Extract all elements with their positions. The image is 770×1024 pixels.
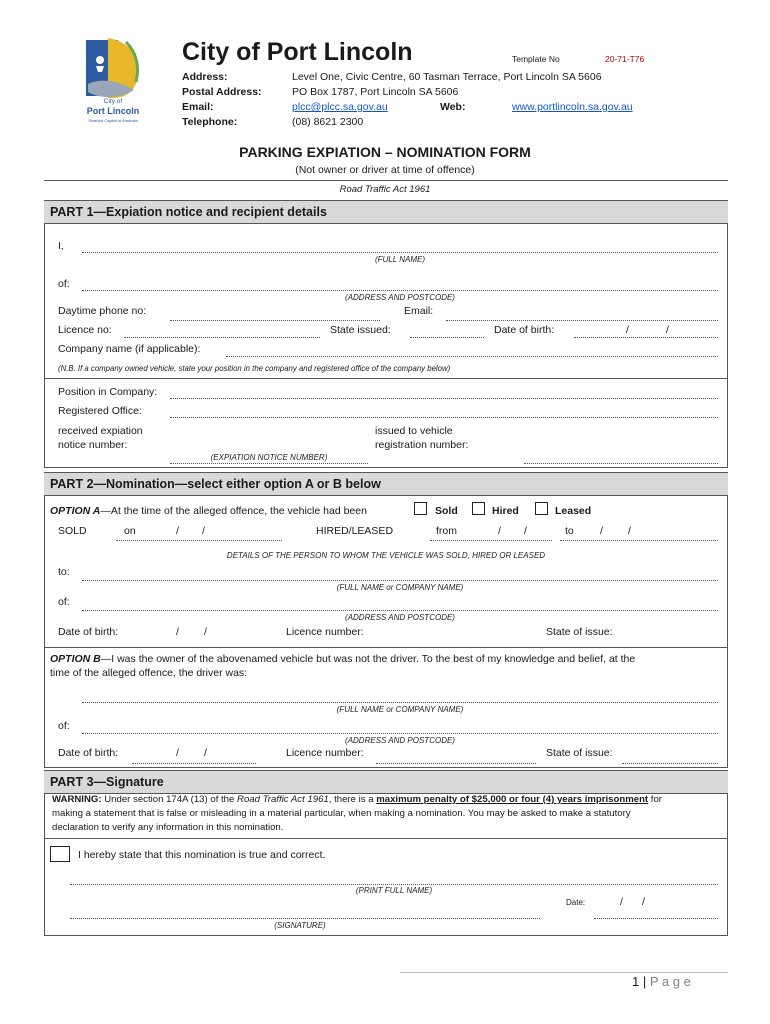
address-input[interactable]: [82, 290, 718, 291]
part3-heading: PART 3—Signature: [44, 770, 728, 794]
page-footer: [632, 974, 691, 989]
hired-checkbox[interactable]: [472, 502, 485, 515]
registration-input[interactable]: [524, 463, 718, 464]
to-date-input[interactable]: [560, 540, 718, 541]
details-caption: DETAILS OF THE PERSON TO WHOM THE VEHICLE WAS SOLD, HIRED OR LEASED: [226, 551, 546, 560]
option-divider: [44, 647, 728, 648]
option-a-line: [50, 505, 367, 517]
to-name-input[interactable]: [82, 580, 718, 581]
council-logo: [78, 36, 148, 132]
warning-divider: [44, 838, 728, 839]
b-state-label: State of issue:: [546, 747, 613, 759]
option-b-text-2: time of the alleged offence, the driver was:: [50, 667, 248, 679]
b-licence-input[interactable]: [376, 763, 536, 764]
sold-slash-2: /: [202, 525, 205, 537]
registered-office-input[interactable]: [170, 417, 718, 418]
a-address-caption: (ADDRESS AND POSTCODE): [345, 613, 455, 622]
position-label: Position in Company:: [58, 386, 158, 398]
state-issued-input[interactable]: [410, 337, 484, 338]
title-divider: [44, 180, 728, 181]
a-dob-label: Date of birth:: [58, 626, 119, 638]
hired-label: Hired: [492, 505, 519, 517]
footer-divider: [400, 972, 728, 973]
from-label: from: [436, 525, 457, 537]
date-slash-1: /: [620, 896, 623, 908]
state-issued-label: State issued:: [330, 324, 391, 336]
received-label-1: received expiation: [58, 425, 143, 437]
from-slash-2: /: [524, 525, 527, 537]
date-label: Date:: [566, 898, 586, 907]
act-name: Road Traffic Act 1961: [339, 184, 431, 195]
dob-input[interactable]: [574, 337, 718, 338]
option-a-text: —At the time of the alleged offence, the vehicle had been: [100, 505, 367, 517]
address-label: Address:: [182, 71, 228, 83]
b-state-input[interactable]: [622, 763, 718, 764]
template-number: 20-71-T76: [605, 54, 645, 64]
logo-text: City of: [103, 98, 123, 105]
option-b-label: OPTION B: [50, 653, 101, 665]
council-name: City of Port Lincoln: [182, 38, 413, 66]
note-divider: [44, 378, 728, 379]
warning-act: Road Traffic Act 1961: [237, 794, 329, 805]
email-field-label: Email:: [404, 305, 434, 317]
driver-name-input[interactable]: [82, 702, 718, 703]
form-subtitle: (Not owner or driver at time of offence): [295, 164, 475, 176]
dob-slash-1: /: [626, 324, 629, 336]
warning-line-2: making a statement that is false or misleading in a material particular, when making a nomination. You may be asked to make a statutory: [52, 808, 631, 819]
b-address-caption: (ADDRESS AND POSTCODE): [345, 736, 455, 745]
phone-input[interactable]: [170, 320, 380, 321]
logo-subtitle: Seafood Capital of Australia: [88, 118, 138, 123]
a-dob-slash-1: /: [176, 626, 179, 638]
sold-date-input[interactable]: [116, 540, 282, 541]
to-slash-2: /: [628, 525, 631, 537]
page-number: 1: [632, 974, 640, 989]
driver-name-caption: (FULL NAME or COMPANY NAME): [336, 705, 464, 714]
expiation-notice-caption: (EXPIATION NOTICE NUMBER): [210, 453, 328, 462]
address-caption: (ADDRESS AND POSTCODE): [345, 293, 455, 302]
signature-input[interactable]: [70, 918, 540, 919]
full-name-input[interactable]: [82, 252, 718, 253]
email-link[interactable]: plcc@plcc.sa.gov.au: [292, 101, 388, 113]
warning-text-2: , there is a: [328, 794, 377, 805]
telephone-label: Telephone:: [182, 116, 238, 128]
print-name-caption: (PRINT FULL NAME): [355, 886, 433, 895]
b-address-input[interactable]: [82, 733, 718, 734]
option-b-line: [50, 653, 635, 665]
option-b-text: —I was the owner of the abovenamed vehicle but was not the driver. To the best of my knowledge and belief, at the: [100, 653, 636, 665]
warning-penalty: maximum penalty of $25,000 or four (4) years imprisonment: [376, 794, 649, 805]
form-title: PARKING EXPIATION – NOMINATION FORM: [239, 144, 531, 160]
company-label: Company name (if applicable):: [58, 343, 201, 355]
part2-heading: PART 2—Nomination—select either option A or B below: [44, 472, 728, 496]
web-label: Web:: [440, 101, 466, 113]
web-link[interactable]: www.portlincoln.sa.gov.au: [512, 101, 633, 113]
dob-slash-2: /: [666, 324, 669, 336]
sold-slash-1: /: [176, 525, 179, 537]
company-note: (N.B. If a company owned vehicle, state your position in the company and registered office of the company below): [58, 364, 451, 373]
email-label: Email:: [182, 101, 214, 113]
warning-text-3: for: [648, 794, 663, 805]
issued-label-1: issued to vehicle: [375, 425, 453, 437]
leased-label: Leased: [555, 505, 592, 517]
leased-checkbox[interactable]: [535, 502, 548, 515]
b-licence-label: Licence number:: [286, 747, 364, 759]
signature-caption: (SIGNATURE): [274, 921, 326, 930]
of-label: of:: [58, 278, 70, 290]
phone-label: Daytime phone no:: [58, 305, 147, 317]
licence-input[interactable]: [124, 337, 320, 338]
position-input[interactable]: [170, 398, 718, 399]
address-value: Level One, Civic Centre, 60 Tasman Terrace, Port Lincoln SA 5606: [292, 71, 602, 83]
b-dob-label: Date of birth:: [58, 747, 119, 759]
licence-label: Licence no:: [58, 324, 112, 336]
postal-value: PO Box 1787, Port Lincoln SA 5606: [292, 86, 459, 98]
b-dob-slash-1: /: [176, 747, 179, 759]
to-label: to:: [58, 566, 70, 578]
a-of-label: of:: [58, 596, 70, 608]
sold-checkbox[interactable]: [414, 502, 427, 515]
warning-line-1: [52, 794, 662, 805]
page-separator: |: [642, 974, 647, 989]
warning-line-3: declaration to verify any information in this nomination.: [52, 822, 284, 833]
declaration-text: I hereby state that this nomination is true and correct.: [78, 849, 326, 861]
warning-label: WARNING:: [52, 794, 102, 805]
to-slash-1: /: [600, 525, 603, 537]
from-date-input[interactable]: [430, 540, 552, 541]
logo-name: Port Lincoln: [86, 106, 140, 116]
to-word-label: to: [565, 525, 574, 537]
registered-office-label: Registered Office:: [58, 405, 142, 417]
warning-text-1: Under section 174A (13) of the: [101, 794, 238, 805]
company-input[interactable]: [226, 356, 718, 357]
signature-date-input[interactable]: [594, 918, 718, 919]
page-word: P a g e: [649, 974, 691, 989]
on-label: on: [124, 525, 136, 537]
date-slash-2: /: [642, 896, 645, 908]
i-label: I,: [58, 240, 64, 252]
b-of-label: of:: [58, 720, 70, 732]
option-a-label: OPTION A: [50, 505, 101, 517]
expiation-notice-input[interactable]: [170, 463, 368, 464]
print-name-input[interactable]: [70, 884, 718, 885]
postal-label: Postal Address:: [182, 86, 262, 98]
sold-caps-label: SOLD: [58, 525, 87, 537]
a-address-input[interactable]: [82, 610, 718, 611]
sold-label: Sold: [435, 505, 458, 517]
b-dob-input[interactable]: [132, 763, 256, 764]
email-input[interactable]: [446, 320, 718, 321]
b-dob-slash-2: /: [204, 747, 207, 759]
declaration-checkbox[interactable]: [50, 846, 70, 862]
template-label: Template No: [512, 54, 560, 64]
part1-heading: PART 1—Expiation notice and recipient details: [44, 200, 728, 224]
dob-label: Date of birth:: [494, 324, 555, 336]
full-name-caption: (FULL NAME): [374, 255, 426, 264]
from-slash-1: /: [498, 525, 501, 537]
to-name-caption: (FULL NAME or COMPANY NAME): [336, 583, 464, 592]
hired-leased-label: HIRED/LEASED: [316, 525, 394, 537]
a-dob-slash-2: /: [204, 626, 207, 638]
telephone-value: (08) 8621 2300: [292, 116, 364, 128]
received-label-2: notice number:: [58, 439, 128, 451]
issued-label-2: registration number:: [375, 439, 469, 451]
a-state-label: State of issue:: [546, 626, 613, 638]
a-licence-label: Licence number:: [286, 626, 364, 638]
